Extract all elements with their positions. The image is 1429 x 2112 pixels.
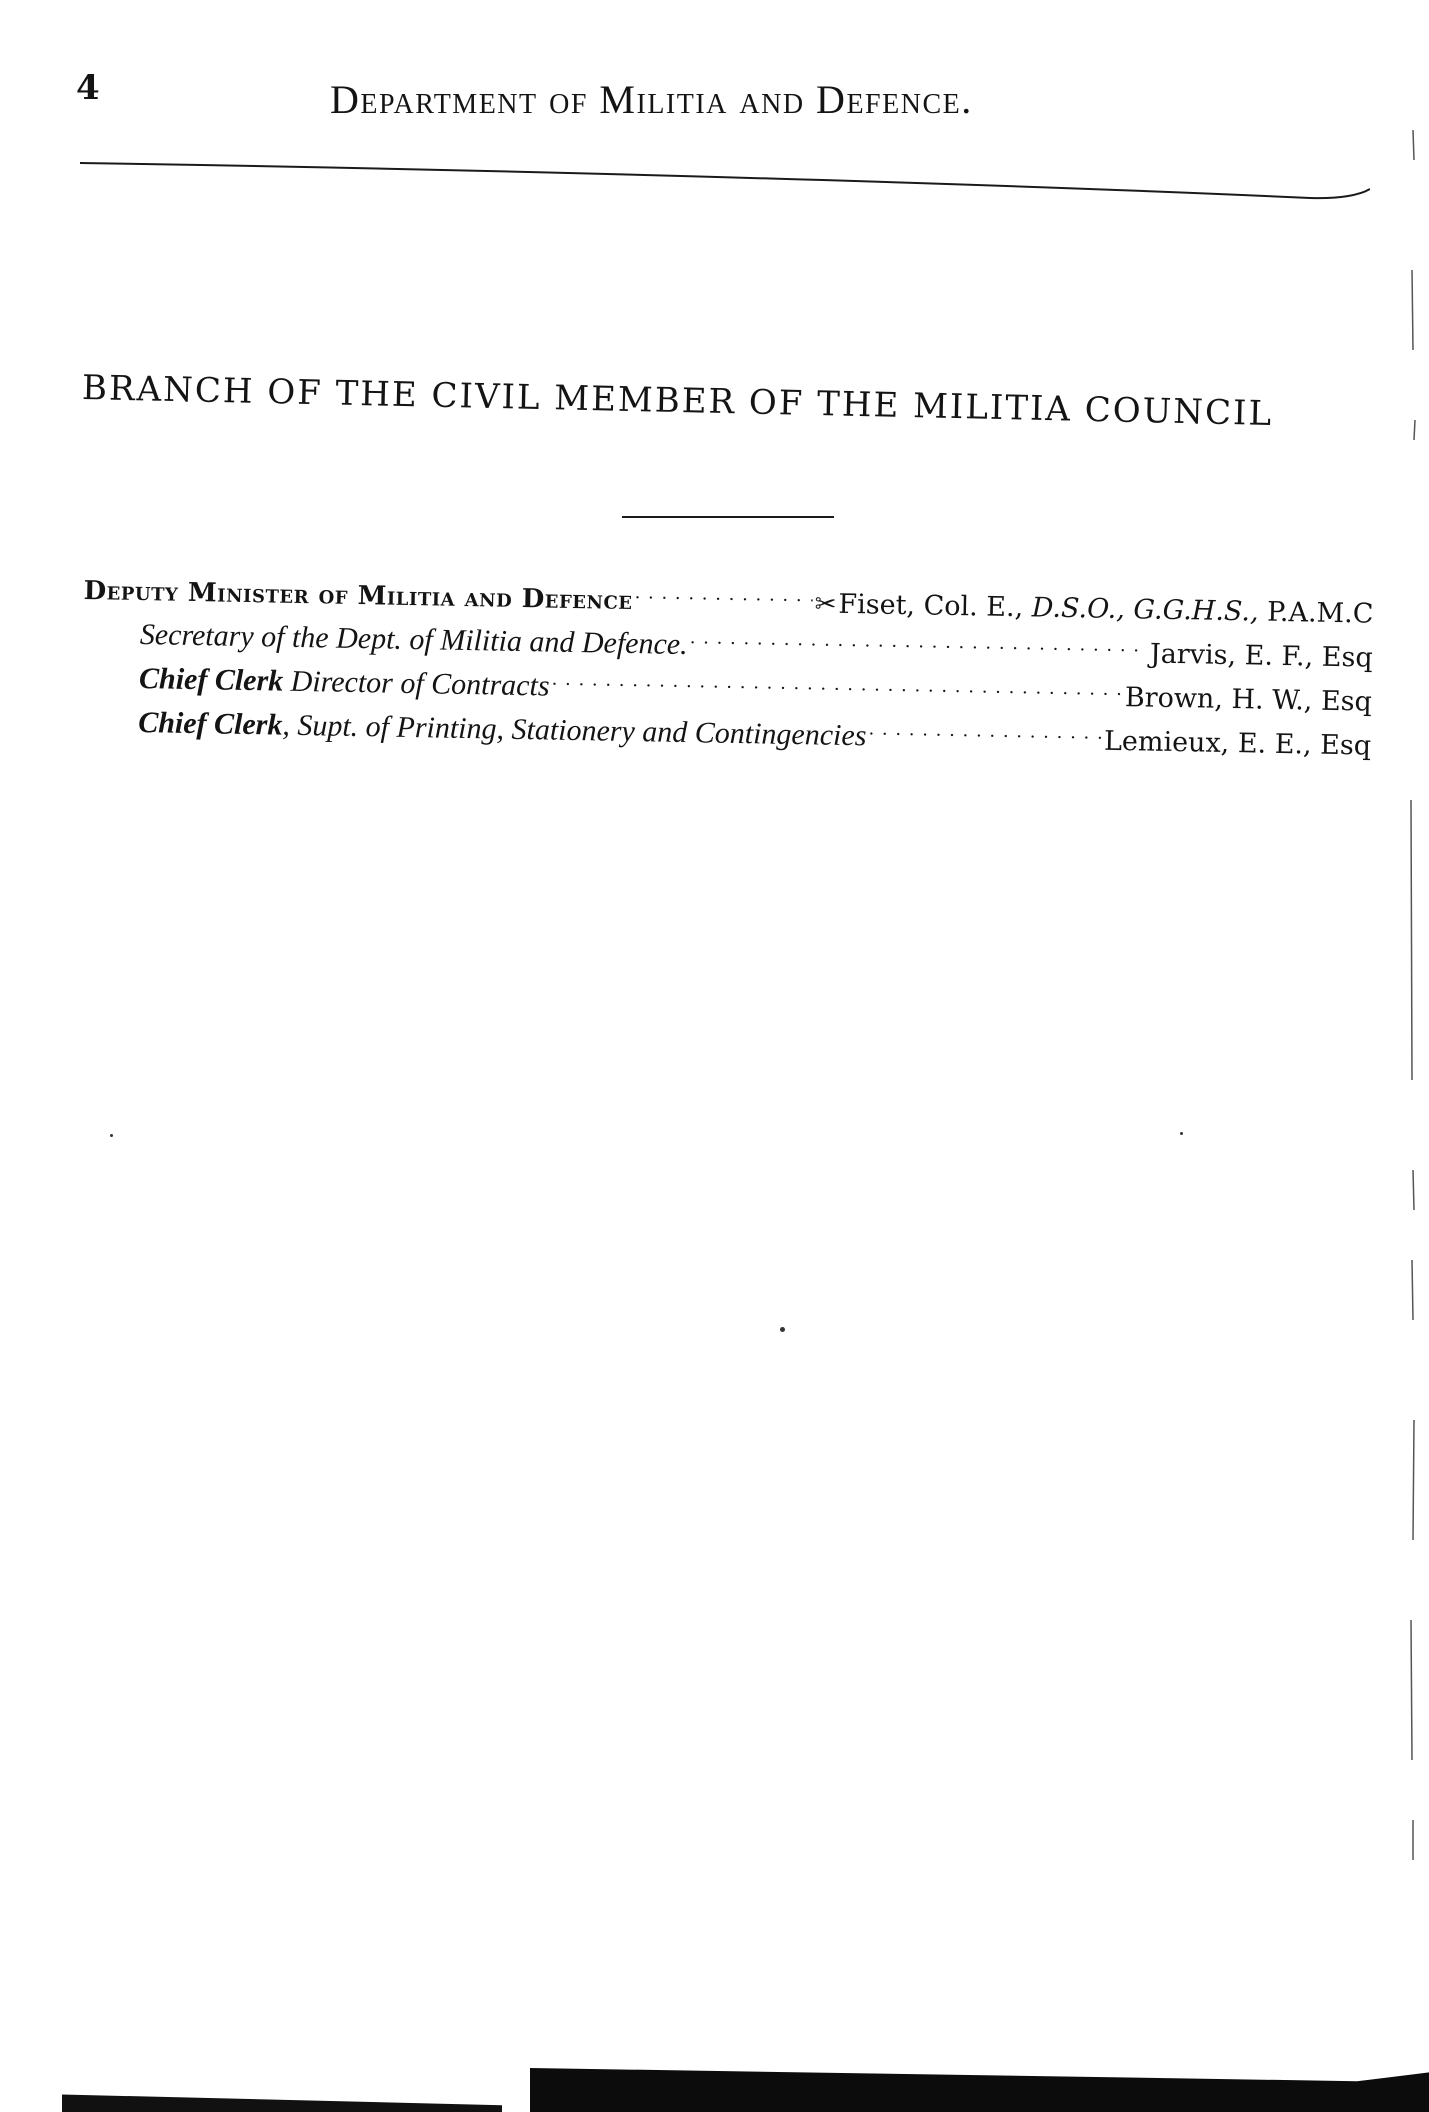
scan-speck	[110, 1134, 113, 1137]
entry-name	[814, 588, 1373, 629]
scan-edge-marks	[1403, 120, 1423, 2020]
entry-role-detail: , Supt. of Printing, Stationery and Contingencies	[282, 708, 867, 753]
scan-speck	[1180, 1132, 1183, 1135]
header-rule	[80, 155, 1370, 203]
entry-name-honours: D.S.O., G.G.H.S.,	[1031, 592, 1259, 628]
entry-role: Deputy Minister of Militia and Defence	[83, 575, 633, 617]
entry-name: Brown, H. W., Esq	[1124, 682, 1373, 718]
scan-speck	[780, 1327, 785, 1332]
entry-name: Jarvis, E. F., Esq	[1149, 638, 1373, 674]
title-rule	[622, 516, 834, 518]
entry-name-prefix: Fiset, Col. E.,	[838, 588, 1033, 624]
scan-edge-shadow	[530, 2068, 1429, 2112]
entry-role-title: Chief Clerk	[138, 662, 284, 698]
staff-list	[81, 572, 1374, 772]
dot-leader	[634, 582, 813, 612]
entry-name-suffix: P.A.M.C	[1258, 596, 1374, 630]
entry-role	[139, 662, 550, 704]
page-number: 4	[76, 68, 100, 108]
scan-edge-shadow	[62, 2085, 502, 2112]
dot-leader	[868, 718, 1102, 749]
entry-role: Secretary of the Dept. of Militia and Defence.	[139, 618, 688, 662]
entry-name: Lemieux, E. E., Esq	[1103, 725, 1372, 762]
scissors-icon: ✂	[814, 589, 837, 620]
entry-role-detail: Director of Contracts	[282, 664, 550, 703]
entry-role-title: Chief Clerk	[137, 706, 283, 742]
section-title: BRANCH OF THE CIVIL MEMBER OF THE MILITIA COUNCIL	[81, 368, 1274, 434]
running-head: Department of Militia and Defence.	[330, 77, 973, 122]
